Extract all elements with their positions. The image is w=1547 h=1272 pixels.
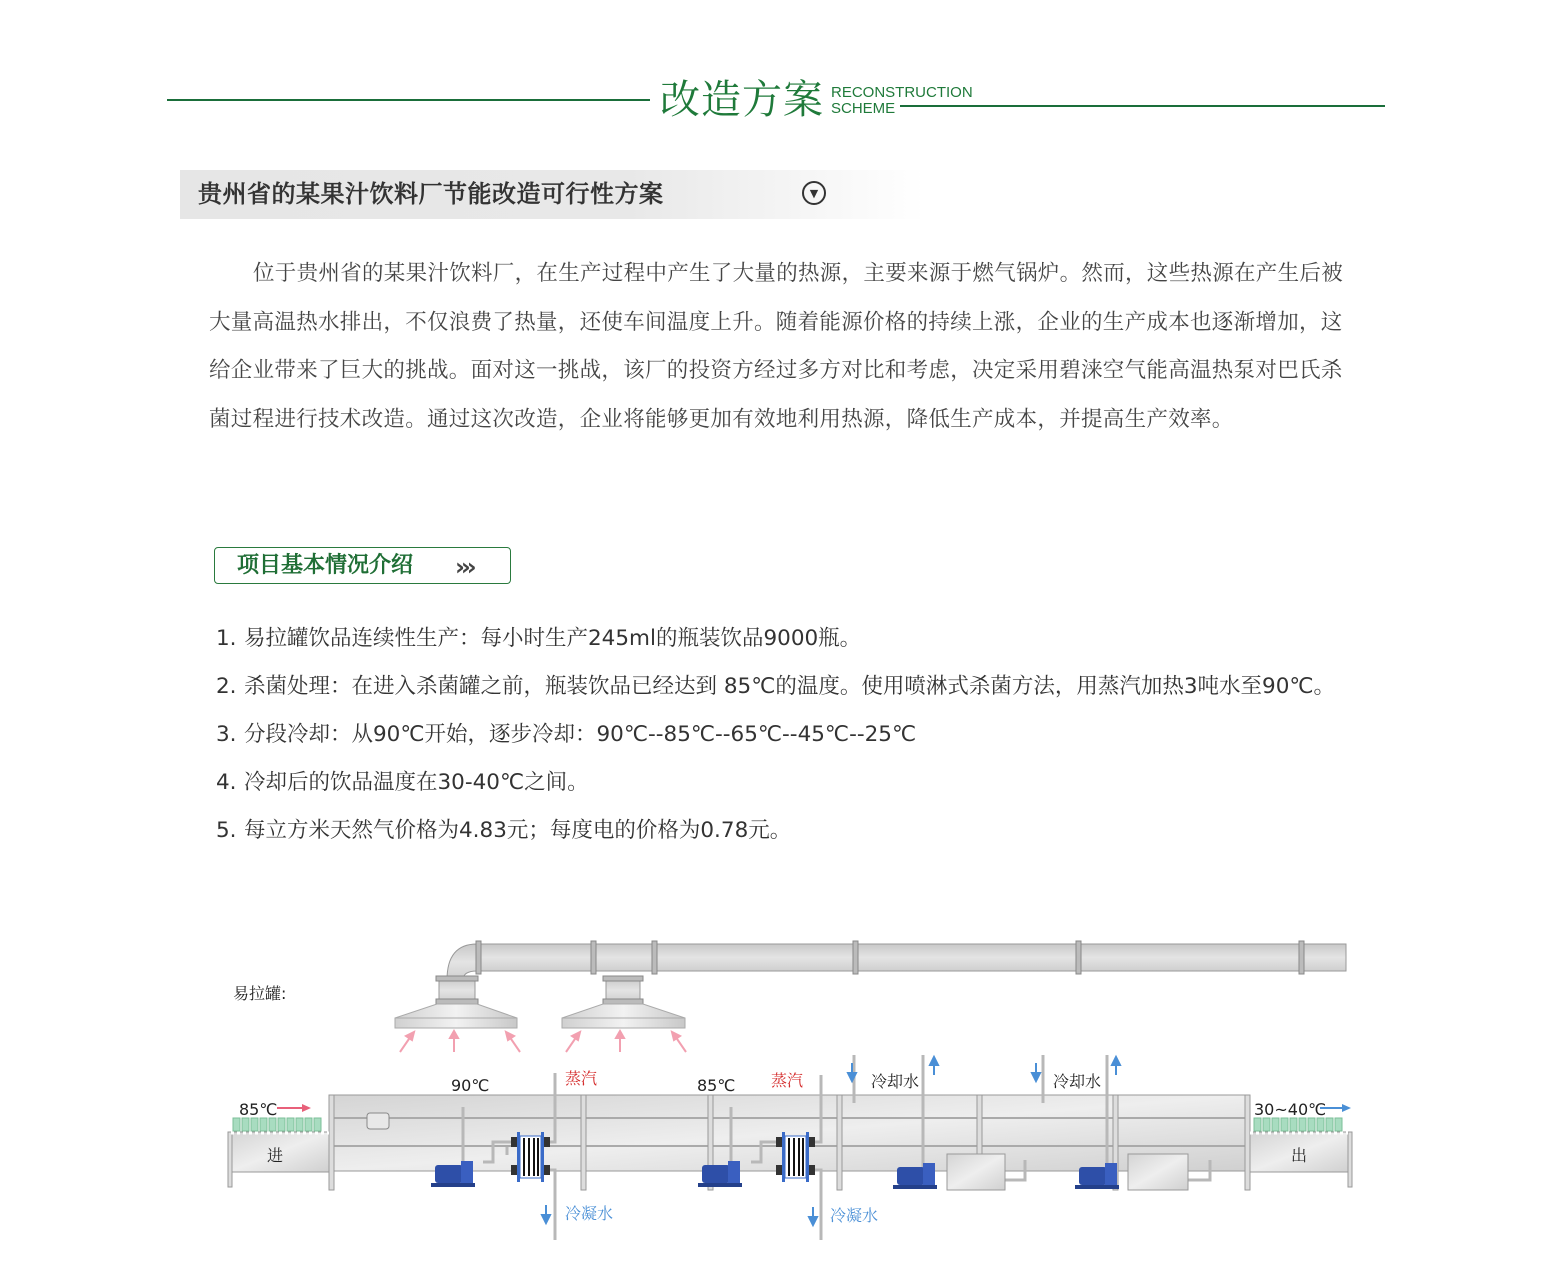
fact-item xyxy=(216,615,1356,663)
cooling-water-tank xyxy=(947,1154,1005,1190)
fact-number: 4. xyxy=(216,770,237,795)
exhaust-duct xyxy=(447,941,1346,980)
page-title-english xyxy=(831,85,973,117)
fact-text: 冷却后的饮品温度在30-40℃之间。 xyxy=(244,770,589,795)
cooling-water-label: 冷却水 xyxy=(1053,1072,1102,1091)
intro-paragraph: 位于贵州省的某果汁饮料厂，在生产过程中产生了大量的热源，主要来源于燃气锅炉。然而，这些热源在产生后被大量高温热水排出，不仅浪费了热量，还使车间温度上升。随着能源价格的持续上涨，企业的生产成本也逐渐增加，这给企业带来了巨大的挑战。面对这一挑战，该厂的投资方经过多方对比和考虑，决定采用碧涞空气能高温热泵对巴氏杀菌过程进行技术改造。通过这次改造，企业将能够更加有效地利用热源，降低生产成本，并提高生产效率。 xyxy=(209,261,1344,432)
condensate-label: 冷凝水 xyxy=(565,1204,614,1223)
outlet-temperature: 30~40℃ xyxy=(1254,1100,1327,1119)
header-line-left xyxy=(167,99,650,101)
page-title-english-line2: SCHEME xyxy=(831,100,896,117)
fact-item xyxy=(216,759,1356,807)
fact-item xyxy=(216,663,1356,711)
fact-text: 杀菌处理：在进入杀菌罐之前，瓶装饮品已经达到 85℃的温度。使用喷淋式杀菌方法，用蒸汽加热3吨水至90℃。 xyxy=(244,674,1336,699)
cooling-water-label: 冷却水 xyxy=(871,1072,920,1091)
toggle-glyph: ▼ xyxy=(809,186,819,200)
exhaust-hood xyxy=(562,976,685,1028)
fact-number: 1. xyxy=(216,626,237,651)
inlet-temperature: 85℃ xyxy=(239,1100,278,1119)
pasteurization-process-diagram xyxy=(225,935,1360,1250)
exhaust-hood xyxy=(395,976,517,1028)
fact-text: 每立方米天然气价格为4.83元；每度电的价格为0.78元。 xyxy=(244,818,792,843)
steam-label: 蒸汽 xyxy=(565,1069,598,1088)
steam-label: 蒸汽 xyxy=(771,1071,804,1090)
page-title: 改造方案 xyxy=(660,77,824,123)
header-line-right xyxy=(900,105,1385,107)
condensate-label: 冷凝水 xyxy=(830,1206,879,1225)
fact-text: 易拉罐饮品连续性生产：每小时生产245ml的瓶装饮品9000瓶。 xyxy=(244,626,862,651)
fact-text: 分段冷却：从90℃开始，逐步冷却：90℃--85℃--65℃--45℃--25℃ xyxy=(244,722,917,747)
chevron-down-circle-icon[interactable] xyxy=(802,181,826,205)
cooling-water-tank xyxy=(1128,1154,1188,1190)
case-title[interactable]: 贵州省的某果汁饮料厂节能改造可行性方案 xyxy=(198,180,664,208)
process-diagram-svg xyxy=(225,935,1360,1250)
fact-item xyxy=(216,807,1356,855)
page-title-english-line1: RECONSTRUCTION xyxy=(831,84,973,101)
outlet-label: 出 xyxy=(1291,1146,1308,1165)
zone2-temperature: 85℃ xyxy=(697,1076,736,1095)
fact-number: 3. xyxy=(216,722,237,747)
inlet-label: 进 xyxy=(267,1146,284,1165)
heat-rising-arrows xyxy=(400,1031,686,1052)
product-label: 易拉罐: xyxy=(233,984,287,1003)
triple-chevron-right-icon: ››› xyxy=(455,553,473,581)
fact-number: 2. xyxy=(216,674,237,699)
zone1-temperature: 90℃ xyxy=(451,1076,490,1095)
section-label[interactable]: 项目基本情况介绍 xyxy=(237,553,414,578)
fact-number: 5. xyxy=(216,818,237,843)
fact-item xyxy=(216,711,1356,759)
project-facts-list xyxy=(216,615,1356,855)
